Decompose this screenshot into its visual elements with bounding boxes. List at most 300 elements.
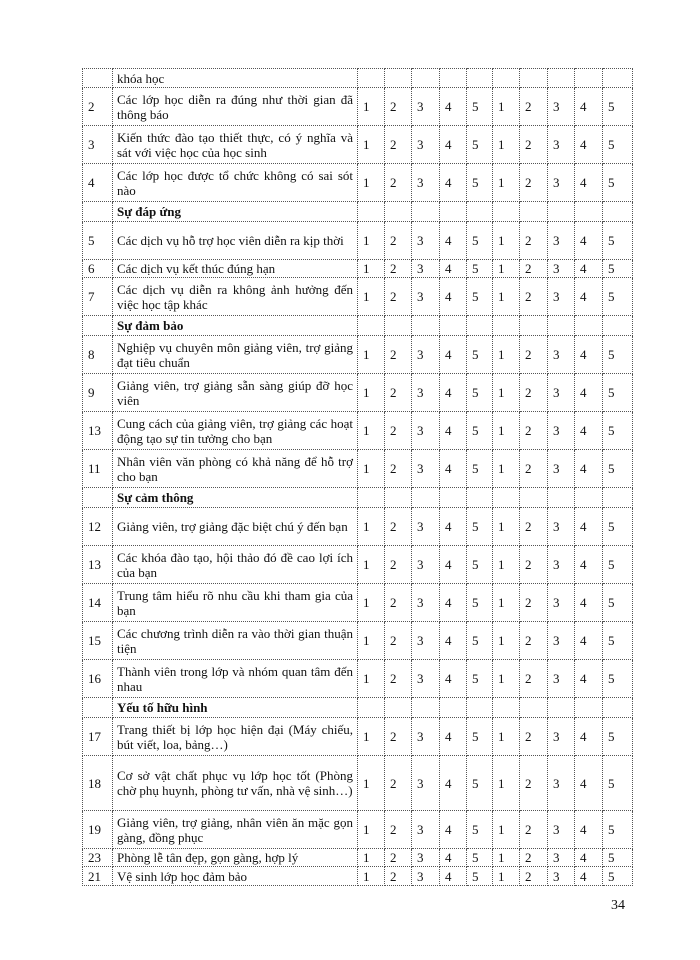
rating-option: 1: [358, 849, 385, 867]
table-row: [83, 756, 633, 811]
empty-cell: [358, 69, 385, 88]
section-header-row: [83, 488, 633, 508]
item-number: [83, 698, 113, 718]
empty-cell: [467, 316, 493, 336]
table-row: [83, 374, 633, 412]
empty-cell: [440, 316, 467, 336]
rating-option: 3: [548, 584, 575, 622]
rating-option: 2: [520, 222, 548, 260]
empty-cell: [412, 698, 440, 718]
rating-option: 1: [358, 622, 385, 660]
table-row: [83, 811, 633, 849]
empty-cell: [603, 316, 633, 336]
rating-option: 4: [440, 867, 467, 886]
rating-option: 5: [603, 867, 633, 886]
section-header-row: [83, 202, 633, 222]
empty-cell: [520, 202, 548, 222]
rating-option: 4: [440, 278, 467, 316]
empty-cell: [358, 488, 385, 508]
rating-option: 3: [412, 374, 440, 412]
item-number: [83, 202, 113, 222]
rating-option: 3: [412, 450, 440, 488]
empty-cell: [385, 316, 412, 336]
rating-option: 5: [467, 88, 493, 126]
empty-cell: [467, 488, 493, 508]
item-number: 17: [83, 718, 113, 756]
rating-option: 2: [520, 584, 548, 622]
rating-option: 4: [575, 718, 603, 756]
rating-option: 3: [412, 508, 440, 546]
rating-option: 3: [412, 164, 440, 202]
rating-option: 1: [493, 756, 520, 811]
item-text: Các lớp học được tổ chức không có sai sót nào: [113, 164, 358, 202]
rating-option: 3: [548, 811, 575, 849]
item-number: 16: [83, 660, 113, 698]
rating-option: 4: [575, 756, 603, 811]
item-number: [83, 316, 113, 336]
rating-option: 4: [575, 88, 603, 126]
rating-option: 3: [412, 584, 440, 622]
rating-option: 4: [575, 849, 603, 867]
item-text: Trung tâm hiểu rõ nhu cầu khi tham gia của bạn: [113, 584, 358, 622]
rating-option: 1: [493, 412, 520, 450]
rating-option: 4: [440, 508, 467, 546]
item-number: 15: [83, 622, 113, 660]
empty-cell: [412, 488, 440, 508]
rating-option: 4: [440, 660, 467, 698]
rating-option: 2: [385, 546, 412, 584]
item-number: 3: [83, 126, 113, 164]
rating-option: 1: [358, 718, 385, 756]
rating-option: 4: [575, 260, 603, 278]
item-number: 18: [83, 756, 113, 811]
rating-option: 2: [385, 126, 412, 164]
rating-option: 2: [385, 412, 412, 450]
rating-option: 1: [493, 546, 520, 584]
rating-option: 1: [493, 126, 520, 164]
rating-option: 3: [412, 88, 440, 126]
rating-option: 5: [603, 584, 633, 622]
rating-option: 1: [358, 164, 385, 202]
item-number: 14: [83, 584, 113, 622]
item-text: Các lớp học diễn ra đúng như thời gian đã thông báo: [113, 88, 358, 126]
rating-option: 3: [412, 660, 440, 698]
empty-cell: [548, 316, 575, 336]
item-text: Giảng viên, trợ giảng, nhân viên ăn mặc gọn gàng, đồng phục: [113, 811, 358, 849]
item-text: Giảng viên, trợ giảng sẵn sàng giúp đỡ học viên: [113, 374, 358, 412]
rating-option: 3: [548, 126, 575, 164]
rating-option: 3: [412, 126, 440, 164]
rating-option: 3: [548, 660, 575, 698]
empty-cell: [548, 698, 575, 718]
table-row: [83, 164, 633, 202]
empty-cell: [467, 202, 493, 222]
rating-option: 5: [603, 756, 633, 811]
rating-option: 2: [385, 867, 412, 886]
item-number: [83, 69, 113, 88]
rating-option: 2: [520, 660, 548, 698]
rating-option: 1: [358, 412, 385, 450]
rating-option: 3: [548, 849, 575, 867]
rating-option: 5: [467, 450, 493, 488]
rating-option: 5: [603, 164, 633, 202]
rating-option: 5: [467, 222, 493, 260]
rating-option: 4: [575, 336, 603, 374]
rating-option: 2: [520, 718, 548, 756]
rating-option: 5: [603, 622, 633, 660]
rating-option: 3: [412, 718, 440, 756]
table-row: [83, 450, 633, 488]
rating-option: 4: [440, 126, 467, 164]
table-row: [83, 660, 633, 698]
rating-option: 2: [385, 222, 412, 260]
rating-option: 1: [493, 88, 520, 126]
empty-cell: [385, 69, 412, 88]
table-row: [83, 88, 633, 126]
rating-option: 3: [548, 374, 575, 412]
rating-option: 1: [358, 756, 385, 811]
item-text: Thành viên trong lớp và nhóm quan tâm đến nhau: [113, 660, 358, 698]
empty-cell: [467, 698, 493, 718]
empty-cell: [603, 488, 633, 508]
rating-option: 3: [412, 849, 440, 867]
rating-option: 1: [493, 222, 520, 260]
rating-option: 2: [520, 756, 548, 811]
empty-cell: [493, 488, 520, 508]
empty-cell: [440, 202, 467, 222]
table-row: [83, 336, 633, 374]
rating-option: 5: [603, 849, 633, 867]
item-text: Các khóa đào tạo, hội thảo đó đề cao lợi ích của bạn: [113, 546, 358, 584]
section-header-row: [83, 316, 633, 336]
item-number: [83, 488, 113, 508]
empty-cell: [520, 698, 548, 718]
table-row: [83, 867, 633, 886]
rating-option: 5: [467, 546, 493, 584]
table-row: [83, 278, 633, 316]
rating-option: 5: [603, 278, 633, 316]
rating-option: 5: [467, 584, 493, 622]
empty-cell: [603, 202, 633, 222]
rating-option: 3: [548, 412, 575, 450]
rating-option: 1: [493, 450, 520, 488]
rating-option: 3: [548, 222, 575, 260]
rating-option: 2: [520, 508, 548, 546]
rating-option: 2: [385, 622, 412, 660]
rating-option: 3: [548, 622, 575, 660]
rating-option: 2: [385, 88, 412, 126]
survey-table-body: [83, 69, 633, 886]
rating-option: 2: [520, 849, 548, 867]
empty-cell: [493, 698, 520, 718]
rating-option: 4: [440, 260, 467, 278]
rating-option: 1: [493, 622, 520, 660]
rating-option: 3: [412, 222, 440, 260]
empty-cell: [440, 488, 467, 508]
rating-option: 1: [493, 849, 520, 867]
empty-cell: [385, 202, 412, 222]
rating-option: 5: [467, 811, 493, 849]
survey-table: [82, 68, 633, 886]
rating-option: 2: [385, 584, 412, 622]
rating-option: 5: [603, 222, 633, 260]
rating-option: 3: [548, 718, 575, 756]
empty-cell: [520, 69, 548, 88]
item-text: Nghiệp vụ chuyên môn giảng viên, trợ giảng đạt tiêu chuẩn: [113, 336, 358, 374]
rating-option: 5: [467, 867, 493, 886]
rating-option: 5: [467, 718, 493, 756]
rating-option: 4: [575, 660, 603, 698]
item-text: Trang thiết bị lớp học hiện đại (Máy chiếu, bút viết, loa, bảng…): [113, 718, 358, 756]
rating-option: 5: [467, 164, 493, 202]
rating-option: 4: [575, 622, 603, 660]
rating-option: 5: [467, 849, 493, 867]
rating-option: 2: [385, 718, 412, 756]
item-text: Cơ sở vật chất phục vụ lớp học tốt (Phòng chờ phụ huynh, phòng tư vấn, nhà vệ sinh…): [113, 756, 358, 811]
item-number: 5: [83, 222, 113, 260]
rating-option: 4: [575, 811, 603, 849]
rating-option: 1: [493, 260, 520, 278]
table-row: [83, 849, 633, 867]
item-text: Các dịch vụ hỗ trợ học viên diễn ra kịp thời: [113, 222, 358, 260]
rating-option: 3: [412, 336, 440, 374]
rating-option: 5: [603, 811, 633, 849]
rating-option: 3: [412, 260, 440, 278]
rating-option: 4: [575, 508, 603, 546]
empty-cell: [493, 316, 520, 336]
rating-option: 4: [575, 867, 603, 886]
table-row: [83, 412, 633, 450]
empty-cell: [603, 698, 633, 718]
rating-option: 1: [358, 278, 385, 316]
empty-cell: [385, 488, 412, 508]
rating-option: 5: [467, 374, 493, 412]
rating-option: 1: [358, 88, 385, 126]
rating-option: 5: [467, 660, 493, 698]
rating-option: 5: [467, 336, 493, 374]
empty-cell: [548, 488, 575, 508]
rating-option: 5: [467, 278, 493, 316]
rating-option: 3: [548, 278, 575, 316]
rating-option: 4: [440, 336, 467, 374]
empty-cell: [575, 488, 603, 508]
rating-option: 1: [493, 811, 520, 849]
empty-cell: [575, 69, 603, 88]
section-title: Yếu tố hữu hình: [113, 698, 358, 718]
rating-option: 1: [493, 278, 520, 316]
rating-option: 3: [412, 811, 440, 849]
empty-cell: [493, 202, 520, 222]
rating-option: 3: [412, 412, 440, 450]
empty-cell: [603, 69, 633, 88]
rating-option: 1: [358, 867, 385, 886]
item-number: 7: [83, 278, 113, 316]
item-text: Các chương trình diễn ra vào thời gian thuận tiện: [113, 622, 358, 660]
item-text: Kiến thức đào tạo thiết thực, có ý nghĩa và sát với việc học của học sinh: [113, 126, 358, 164]
item-number: 19: [83, 811, 113, 849]
rating-option: 4: [575, 450, 603, 488]
item-text: Cung cách của giảng viên, trợ giảng các hoạt động tạo sự tin tưởng cho bạn: [113, 412, 358, 450]
empty-cell: [440, 698, 467, 718]
empty-cell: [440, 69, 467, 88]
rating-option: 4: [575, 164, 603, 202]
item-text: Giảng viên, trợ giảng đặc biệt chú ý đến bạn: [113, 508, 358, 546]
rating-option: 5: [467, 412, 493, 450]
table-row: [83, 222, 633, 260]
rating-option: 4: [440, 450, 467, 488]
rating-option: 1: [358, 126, 385, 164]
section-title: Sự đảm bảo: [113, 316, 358, 336]
empty-cell: [548, 202, 575, 222]
empty-cell: [412, 202, 440, 222]
rating-option: 4: [440, 222, 467, 260]
section-title: Sự cảm thông: [113, 488, 358, 508]
rating-option: 4: [440, 622, 467, 660]
rating-option: 5: [467, 126, 493, 164]
rating-option: 2: [385, 811, 412, 849]
rating-option: 1: [493, 584, 520, 622]
table-row: [83, 69, 633, 88]
rating-option: 2: [520, 450, 548, 488]
item-number: 4: [83, 164, 113, 202]
table-row: [83, 126, 633, 164]
rating-option: 2: [385, 660, 412, 698]
rating-option: 1: [358, 584, 385, 622]
rating-option: 3: [412, 546, 440, 584]
rating-option: 5: [603, 336, 633, 374]
rating-option: 1: [358, 260, 385, 278]
rating-option: 3: [548, 508, 575, 546]
rating-option: 2: [385, 164, 412, 202]
table-row: [83, 622, 633, 660]
rating-option: 5: [603, 412, 633, 450]
rating-option: 2: [385, 849, 412, 867]
rating-option: 5: [603, 718, 633, 756]
rating-option: 2: [385, 756, 412, 811]
rating-option: 4: [440, 584, 467, 622]
rating-option: 5: [603, 126, 633, 164]
item-number: 23: [83, 849, 113, 867]
rating-option: 2: [520, 811, 548, 849]
rating-option: 1: [358, 811, 385, 849]
empty-cell: [548, 69, 575, 88]
item-text: Phòng lễ tân đẹp, gọn gàng, hợp lý: [113, 849, 358, 867]
item-text: Nhân viên văn phòng có khả năng để hỗ trợ cho bạn: [113, 450, 358, 488]
rating-option: 2: [520, 336, 548, 374]
rating-option: 3: [548, 450, 575, 488]
rating-option: 2: [385, 278, 412, 316]
rating-option: 5: [603, 660, 633, 698]
item-number: 8: [83, 336, 113, 374]
empty-cell: [412, 69, 440, 88]
rating-option: 3: [412, 278, 440, 316]
rating-option: 3: [412, 622, 440, 660]
rating-option: 5: [467, 622, 493, 660]
rating-option: 3: [548, 756, 575, 811]
rating-option: 1: [493, 867, 520, 886]
rating-option: 5: [467, 508, 493, 546]
rating-option: 2: [520, 88, 548, 126]
rating-option: 4: [440, 164, 467, 202]
page-number: 34: [611, 898, 625, 913]
rating-option: 3: [548, 867, 575, 886]
section-title: Sự đáp ứng: [113, 202, 358, 222]
rating-option: 1: [493, 374, 520, 412]
rating-option: 1: [358, 336, 385, 374]
empty-cell: [358, 202, 385, 222]
rating-option: 3: [548, 88, 575, 126]
item-number: 21: [83, 867, 113, 886]
rating-option: 1: [358, 660, 385, 698]
rating-option: 2: [520, 546, 548, 584]
rating-option: 2: [520, 278, 548, 316]
rating-option: 2: [520, 164, 548, 202]
item-number: 9: [83, 374, 113, 412]
rating-option: 4: [440, 849, 467, 867]
rating-option: 5: [603, 546, 633, 584]
item-text: Vệ sinh lớp học đảm bảo: [113, 867, 358, 886]
rating-option: 2: [520, 867, 548, 886]
rating-option: 3: [412, 756, 440, 811]
item-number: 12: [83, 508, 113, 546]
rating-option: 1: [493, 718, 520, 756]
rating-option: 1: [358, 546, 385, 584]
rating-option: 4: [575, 546, 603, 584]
rating-option: 2: [385, 260, 412, 278]
empty-cell: [385, 698, 412, 718]
item-text: Các dịch vụ diễn ra không ảnh hưởng đến việc học tập khác: [113, 278, 358, 316]
rating-option: 3: [548, 546, 575, 584]
empty-cell: [520, 488, 548, 508]
item-number: 6: [83, 260, 113, 278]
rating-option: 2: [385, 508, 412, 546]
item-text: Các dịch vụ kết thúc đúng hạn: [113, 260, 358, 278]
rating-option: 4: [440, 88, 467, 126]
rating-option: 1: [493, 164, 520, 202]
rating-option: 2: [520, 126, 548, 164]
table-row: [83, 584, 633, 622]
item-number: 2: [83, 88, 113, 126]
empty-cell: [493, 69, 520, 88]
item-text: khóa học: [113, 69, 358, 88]
rating-option: 4: [575, 412, 603, 450]
empty-cell: [412, 316, 440, 336]
empty-cell: [575, 316, 603, 336]
rating-option: 4: [440, 374, 467, 412]
table-row: [83, 508, 633, 546]
table-row: [83, 546, 633, 584]
section-header-row: [83, 698, 633, 718]
rating-option: 4: [575, 126, 603, 164]
rating-option: 4: [440, 756, 467, 811]
rating-option: 1: [358, 222, 385, 260]
empty-cell: [467, 69, 493, 88]
empty-cell: [520, 316, 548, 336]
rating-option: 2: [520, 374, 548, 412]
rating-option: 4: [440, 811, 467, 849]
table-row: [83, 260, 633, 278]
rating-option: 5: [467, 260, 493, 278]
empty-cell: [575, 202, 603, 222]
rating-option: 1: [358, 374, 385, 412]
rating-option: 3: [412, 867, 440, 886]
rating-option: 4: [575, 374, 603, 412]
rating-option: 5: [603, 508, 633, 546]
rating-option: 4: [575, 222, 603, 260]
rating-option: 2: [385, 450, 412, 488]
rating-option: 3: [548, 336, 575, 374]
rating-option: 5: [603, 374, 633, 412]
